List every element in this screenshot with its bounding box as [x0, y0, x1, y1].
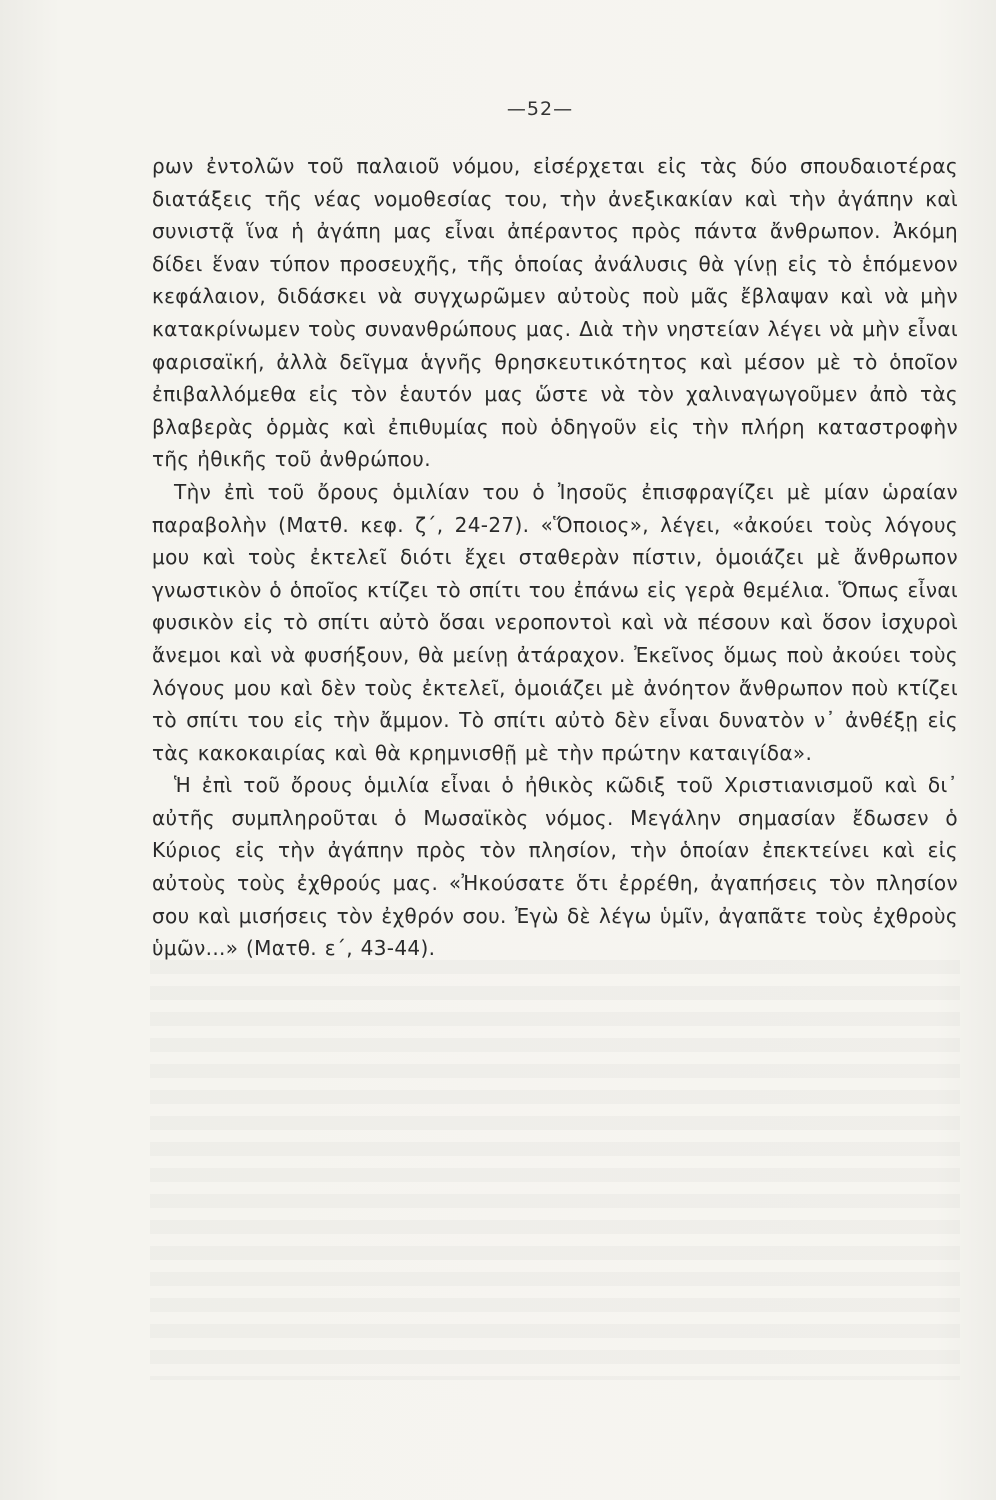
paragraph-1: ρων ἐντολῶν τοῦ παλαιοῦ νόμου, εἰσέρχεται εἰς τὰς δύο σπουδαιοτέρας διατάξεις τῆς νέας νομοθεσίας του, τὴν ἀνεξικακίαν καὶ τὴν ἀγάπην καὶ συνιστᾷ ἵνα ἡ ἀγάπη μας εἶναι ἀπέραντος πρὸς πάντα ἄνθρωπον. Ἀκόμη δίδει ἕναν τύπον προσευχῆς, τῆς ὁποίας ἀνάλυσις θὰ γίνῃ εἰς τὸ ἑπόμενον κεφάλαιον, διδάσκει νὰ συγχωρῶμεν αὐτοὺς ποὺ μᾶς ἔβλαψαν καὶ νὰ μὴν κατακρίνωμεν τοὺς συνανθρώπους μας. Διὰ τὴν νηστείαν λέγει νὰ μὴν εἶναι φαρισαϊκή, ἀλλὰ δεῖγμα ἁγνῆς θρησκευτικότητος καὶ μέσον μὲ τὸ ὁποῖον ἐπιβαλλόμεθα εἰς τὸν ἑαυτόν μας ὥστε νὰ τὸν χαλιναγωγοῦμεν ἀπὸ τὰς βλαβερὰς ὁρμὰς καὶ ἐπιθυμίας ποὺ ὁδηγοῦν εἰς τὴν πλήρη καταστροφὴν τῆς ἠθικῆς τοῦ ἀνθρώπου.: [152, 154, 958, 472]
paragraph-3: Ἡ ἐπὶ τοῦ ὄρους ὁμιλία εἶναι ὁ ἠθικὸς κῶδιξ τοῦ Χριστιανισμοῦ καὶ δι᾽ αὐτῆς συμπληροῦται ὁ Μωσαϊκὸς νόμος. Μεγάλην σημασίαν ἔδωσεν ὁ Κύριος εἰς τὴν ἀγάπην πρὸς τὸν πλησίον, τὴν ὁποίαν ἐπεκτείνει καὶ εἰς αὐτοὺς τοὺς ἐχθρούς μας. «Ἠκούσατε ὅτι ἐρρέθη, ἀγαπήσεις τὸν πλησίον σου καὶ μισήσεις τὸν ἐχθρόν σου. Ἐγὼ δὲ λέγω ὑμῖν, ἀγαπᾶτε τοὺς ἐχθροὺς ὑμῶν...» (Ματθ. ε΄, 43-44).: [152, 773, 958, 961]
reverse-side-bleed-through: [150, 960, 960, 1380]
body-text: [152, 150, 958, 965]
page-number: —52—: [506, 98, 574, 120]
paragraph-2: Τὴν ἐπὶ τοῦ ὄρους ὁμιλίαν του ὁ Ἰησοῦς ἐπισφραγίζει μὲ μίαν ὡραίαν παραβολὴν (Ματθ. κεφ. ζ΄, 24-27). «Ὅποιος», λέγει, «ἀκούει τοὺς λόγους μου καὶ τοὺς ἐκτελεῖ διότι ἔχει σταθερὰν πίστιν, ὁμοιάζει μὲ ἄνθρωπον γνωστικὸν ὁ ὁποῖος κτίζει τὸ σπίτι του ἐπάνω εἰς γερὰ θεμέλια. Ὅπως εἶναι φυσικὸν εἰς τὸ σπίτι αὐτὸ ὅσαι νεροποντοὶ καὶ νὰ πέσουν καὶ ὅσον ἰσχυροὶ ἄνεμοι καὶ νὰ φυσήξουν, θὰ μείνῃ ἀτάραχον. Ἐκεῖνος ὅμως ποὺ ἀκούει τοὺς λόγους μου καὶ δὲν τοὺς ἐκτελεῖ, ὁμοιάζει μὲ ἀνόητον ἄνθρωπον ποὺ κτίζει τὸ σπίτι του εἰς τὴν ἄμμον. Τὸ σπίτι αὐτὸ δὲν εἶναι δυνατὸν ν᾽ ἀνθέξῃ εἰς τὰς κακοκαιρίας καὶ θὰ κρημνισθῇ μὲ τὴν πρώτην καταιγίδα».: [152, 479, 958, 765]
